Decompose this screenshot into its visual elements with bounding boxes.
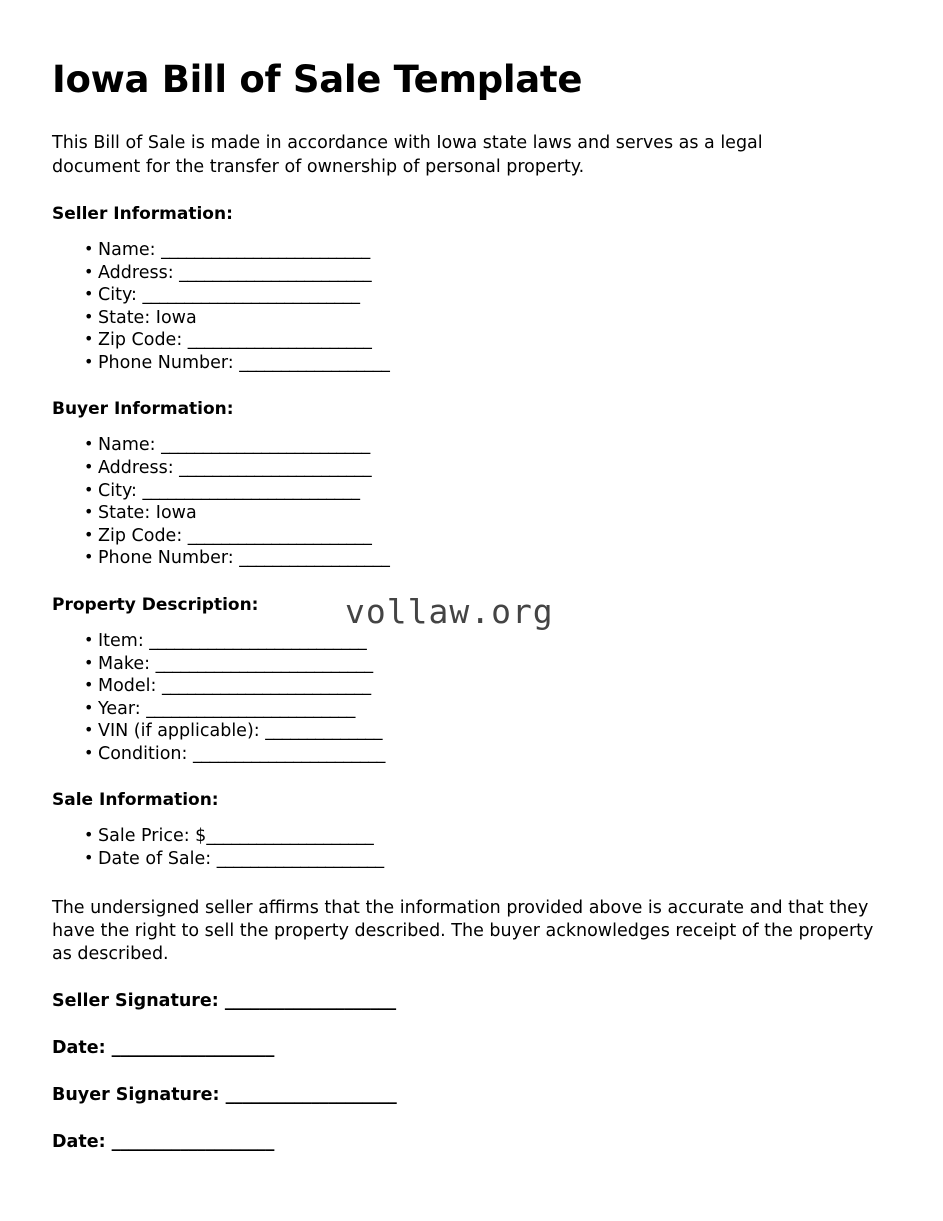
field-label: City:: [98, 285, 143, 306]
field-label: Make:: [98, 653, 156, 674]
field-list-seller-information: [52, 225, 891, 374]
signature-label: Seller Signature:: [52, 991, 225, 1012]
field-blank[interactable]: _______________________: [179, 458, 372, 479]
field-row: [98, 720, 891, 743]
signature-label: Date:: [52, 1038, 112, 1059]
field-row: [98, 630, 891, 653]
signature-label: Date:: [52, 1131, 112, 1152]
field-row: [98, 653, 891, 676]
field-label: Name:: [98, 240, 162, 261]
field-blank[interactable]: ______________: [265, 721, 383, 742]
field-blank[interactable]: __________________________: [142, 285, 360, 306]
field-label: Date of Sale:: [98, 848, 217, 869]
buyer-date-line: [52, 1107, 891, 1154]
section-heading-seller-information: Seller Information:: [52, 203, 233, 224]
section-heading-buyer-information: Buyer Information:: [52, 399, 234, 420]
field-row: [98, 239, 891, 262]
field-label: Zip Code:: [98, 525, 188, 546]
field-blank[interactable]: _______________________: [179, 262, 372, 283]
field-list-property-description: [52, 616, 891, 765]
field-row: [98, 698, 891, 721]
field-row: [98, 743, 891, 766]
field-row: [98, 434, 891, 457]
seller-date-line: [52, 1013, 891, 1060]
signature-blank[interactable]: ____________________: [225, 1084, 397, 1105]
field-list-sale-information: [52, 811, 891, 870]
field-label: State: Iowa: [98, 503, 197, 524]
signature-blank[interactable]: ____________________: [224, 991, 396, 1012]
field-row: [98, 352, 891, 375]
field-blank[interactable]: ____________________: [216, 848, 384, 869]
field-row: [98, 329, 891, 352]
field-label: Sale Price: $: [98, 826, 207, 847]
field-blank[interactable]: _________________________: [162, 676, 371, 697]
field-blank[interactable]: ______________________: [187, 525, 372, 546]
field-blank[interactable]: __________________: [239, 548, 390, 569]
field-blank[interactable]: ______________________: [187, 330, 372, 351]
field-label: Zip Code:: [98, 330, 188, 351]
field-row: [98, 457, 891, 480]
field-row: [98, 675, 891, 698]
watermark: vollaw.org: [345, 592, 554, 631]
field-label: Model:: [98, 676, 163, 697]
field-label: Name:: [98, 435, 162, 456]
field-row: [98, 480, 891, 503]
field-label: Year:: [98, 698, 147, 719]
field-label: City:: [98, 480, 143, 501]
field-blank[interactable]: __________________________: [149, 630, 367, 651]
field-row: [98, 547, 891, 570]
section-heading-property-description: Property Description:: [52, 594, 259, 615]
field-label: Address:: [98, 458, 180, 479]
page-title: Iowa Bill of Sale Template: [52, 58, 583, 101]
field-label: State: Iowa: [98, 307, 197, 328]
field-row: [98, 284, 891, 307]
field-row: [98, 307, 891, 330]
buyer-signature-line: [52, 1060, 891, 1107]
field-blank[interactable]: _________________________: [146, 698, 355, 719]
field-row: [98, 262, 891, 285]
field-row: [98, 825, 891, 848]
field-row: [98, 502, 891, 525]
signature-blank[interactable]: ___________________: [111, 1131, 275, 1152]
field-blank[interactable]: ____________________: [206, 826, 374, 847]
affirmation-paragraph: The undersigned seller affirms that the information provided above is accurate and that they have the right to sell the property described. The buyer acknowledges receipt of the property as described.: [52, 897, 874, 965]
signature-label: Buyer Signature:: [52, 1084, 226, 1105]
field-label: Phone Number:: [98, 548, 240, 569]
section-heading-sale-information: Sale Information:: [52, 790, 219, 811]
field-blank[interactable]: _________________________: [161, 240, 370, 261]
seller-signature-line: [52, 966, 891, 1013]
signature-blank[interactable]: ___________________: [111, 1038, 275, 1059]
field-label: Address:: [98, 262, 180, 283]
field-label: VIN (if applicable):: [98, 721, 266, 742]
field-label: Condition:: [98, 743, 193, 764]
field-blank[interactable]: __________________________: [142, 480, 360, 501]
field-label: Phone Number:: [98, 352, 240, 373]
field-blank[interactable]: __________________________: [155, 653, 373, 674]
field-list-buyer-information: [52, 420, 891, 569]
field-label: Item:: [98, 630, 150, 651]
field-blank[interactable]: _________________________: [161, 435, 370, 456]
intro-paragraph: This Bill of Sale is made in accordance with Iowa state laws and serves as a legal document for the transfer of ownership of personal property.: [52, 133, 763, 177]
field-row: [98, 848, 891, 871]
field-blank[interactable]: _______________________: [192, 743, 386, 764]
field-row: [98, 525, 891, 548]
field-blank[interactable]: __________________: [239, 352, 390, 373]
